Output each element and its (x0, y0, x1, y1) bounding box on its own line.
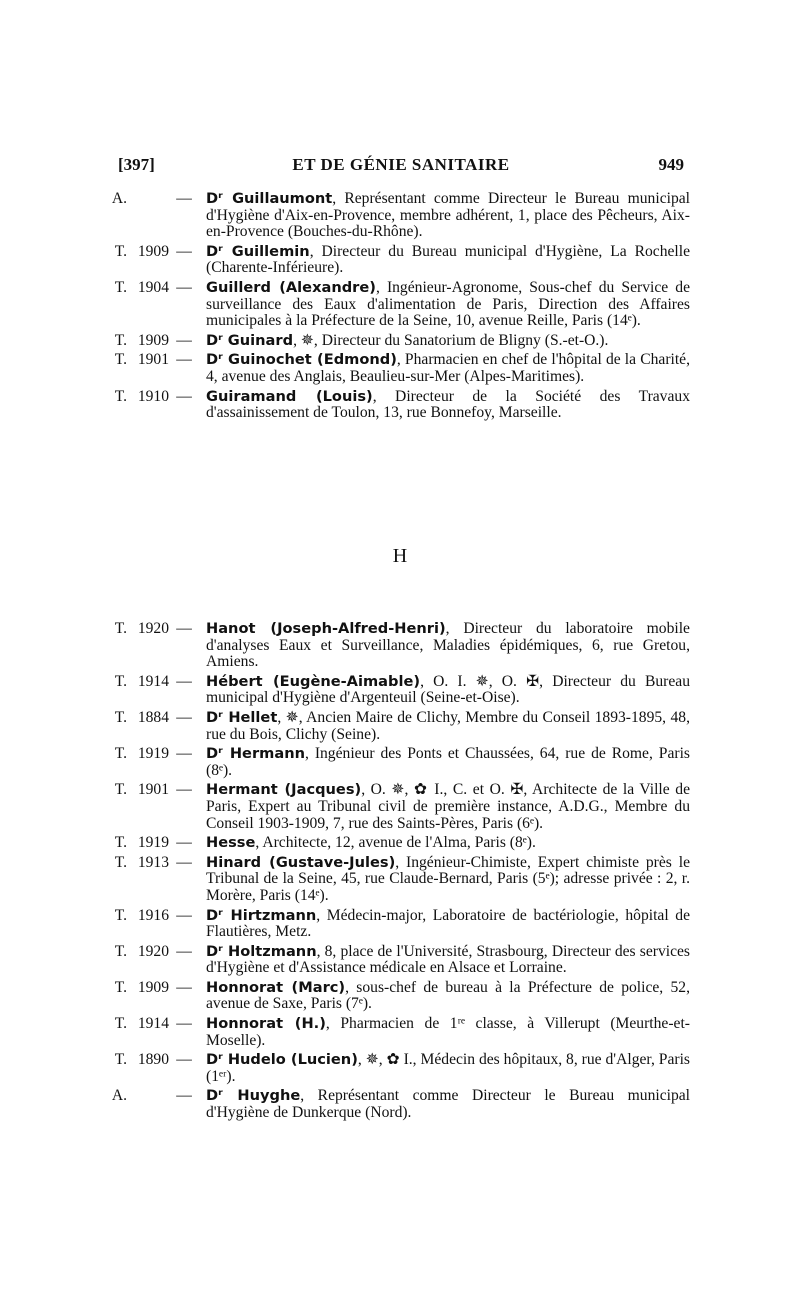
entry-tag (110, 980, 202, 997)
entry-tag (110, 1016, 202, 1033)
member-type: T. (114, 351, 127, 369)
member-details: , Ingénieur-Chimiste, Expert chimiste près le Tribunal de la Seine, 45, rue Claude-Bernard, Paris (5ᵉ); adresse privée : 2, r. Morère, Paris (14ᵉ). (206, 853, 690, 904)
member-name: Hinard (Gustave-Jules) (206, 853, 396, 871)
member-details: , 8, place de l'Université, Strasbourg, Directeur des services d'Hygiène et d'Assistance médicale en Alsace et Lorraine. (206, 942, 690, 977)
directory-entry (110, 944, 690, 977)
member-name: Honnorat (Marc) (206, 978, 346, 996)
directory-entry (110, 389, 690, 422)
directory-entry (110, 980, 690, 1013)
member-type: T. (114, 781, 127, 799)
member-type: T. (114, 978, 127, 996)
entry-tag (110, 944, 202, 961)
running-header (118, 155, 684, 177)
membership-year: 1914 (137, 1015, 169, 1033)
separator-dash: — (176, 942, 192, 960)
directory-entry (110, 855, 690, 905)
entry-spacer (110, 1122, 690, 1125)
page-reference: [397] (118, 155, 155, 174)
member-details: , Médecin-major, Laboratoire de bactériologie, hôpital de Flautières, Metz. (206, 906, 690, 941)
membership-year: 1909 (137, 331, 169, 349)
entry-tag (110, 280, 202, 297)
member-name: Dʳ Hermann (206, 745, 305, 763)
member-details: , O. ✵, ✿ I., C. et O. ✠, Architecte de la Ville de Paris, Expert au Tribunal civil de première instance, A.D.G., Membre du Conseil 1903-1909, 7, rue des Saints-Pères, Paris (6ᵉ). (206, 781, 690, 832)
entry-spacer (110, 422, 690, 425)
entry-tag (110, 782, 202, 799)
page-number: 949 (658, 155, 684, 174)
separator-dash: — (176, 387, 192, 405)
entry-tag (110, 352, 202, 369)
member-details: , ✵, Directeur du Sanatorium de Bligny (S.-et-O.). (293, 331, 609, 349)
separator-dash: — (176, 1087, 192, 1105)
entry-tag (110, 1088, 202, 1105)
separator-dash: — (176, 351, 192, 369)
section-letter: H (392, 545, 408, 567)
separator-dash: — (176, 672, 192, 690)
entry-tag (110, 389, 202, 406)
membership-year: 1904 (137, 278, 169, 296)
member-name: Hermant (Jacques) (206, 781, 362, 799)
member-name: Hesse (206, 834, 256, 852)
membership-year: 1910 (137, 387, 169, 405)
member-details: , Représentant comme Directeur le Bureau municipal d'Hygiène de Dunkerque (Nord). (206, 1087, 691, 1122)
running-title: ET DE GÉNIE SANITAIRE (292, 155, 510, 174)
entry-tag (110, 835, 202, 852)
member-name: Dʳ Guillaumont (206, 190, 333, 207)
directory-entry (110, 908, 690, 941)
member-details: , Pharmacien en chef de l'hôpital de la Charité, 4, avenue des Anglais, Beaulieu-sur-Mer (Alpes-Maritimes). (206, 351, 690, 385)
member-type: T. (114, 387, 127, 405)
directory-entry (110, 674, 690, 707)
membership-year: 1901 (137, 351, 169, 369)
member-name: Guillerd (Alexandre) (206, 278, 376, 296)
directory-entry (110, 333, 690, 350)
membership-year: 1916 (137, 906, 169, 924)
membership-year: 1890 (137, 1051, 169, 1069)
directory-entry (110, 782, 690, 832)
member-type: T. (114, 708, 127, 726)
directory-entry (110, 244, 690, 277)
member-type: T. (114, 242, 127, 260)
entry-tag (110, 1052, 202, 1069)
separator-dash: — (176, 978, 192, 996)
separator-dash: — (176, 331, 192, 349)
separator-dash: — (176, 242, 192, 260)
directory-entry (110, 1016, 690, 1049)
separator-dash: — (176, 1051, 192, 1069)
separator-dash: — (176, 853, 192, 871)
membership-year: 1914 (137, 672, 169, 690)
membership-year: 1913 (137, 853, 169, 871)
directory-entry (110, 621, 690, 671)
member-type: A. (111, 190, 127, 207)
directory-entry (110, 746, 690, 779)
member-type: T. (114, 745, 127, 763)
member-details: , Directeur du laboratoire mobile d'analyses Eaux et Surveillance, Maladies épidémiques, 6, rue Gretou, Amiens. (206, 620, 690, 671)
separator-dash: — (176, 1015, 192, 1033)
entry-tag (110, 621, 202, 638)
entry-tag (110, 674, 202, 691)
member-type: T. (114, 1015, 127, 1033)
member-name: Dʳ Guillemin (206, 242, 310, 260)
separator-dash: — (176, 708, 192, 726)
member-name: Dʳ Holtzmann (206, 942, 317, 960)
member-details: , Représentant comme Directeur le Bureau municipal d'Hygiène d'Aix-en-Provence, membre adhérent, 1, place des Pêcheurs, Aix-en-Provence (Bouches-du-Rhône). (206, 190, 690, 241)
member-type: T. (114, 331, 127, 349)
membership-year: 1919 (137, 745, 169, 763)
separator-dash: — (176, 620, 192, 637)
separator-dash: — (176, 906, 192, 924)
member-name: Dʳ Hellet (206, 708, 278, 726)
member-name: Hébert (Eugène-Aimable) (206, 672, 421, 690)
member-details: , Directeur du Bureau municipal d'Hygiène, La Rochelle (Charente-Inférieure). (206, 242, 691, 277)
member-name: Hanot (Joseph-Alfred-Henri) (206, 620, 446, 637)
member-type: T. (114, 834, 127, 852)
member-type: A. (111, 1087, 127, 1105)
separator-dash: — (176, 190, 192, 207)
membership-year: 1909 (137, 242, 169, 260)
entry-tag (110, 191, 202, 208)
entry-tag (110, 746, 202, 763)
membership-year: 1920 (137, 942, 169, 960)
member-type: T. (114, 1051, 127, 1069)
directory-entry (110, 1088, 690, 1121)
entry-tag (110, 855, 202, 872)
member-details: , Architecte, 12, avenue de l'Alma, Paris (8ᵉ). (255, 834, 536, 852)
member-name: Dʳ Hirtzmann (206, 906, 317, 924)
member-details: , O. I. ✵, O. ✠, Directeur du Bureau municipal d'Hygiène d'Argenteuil (Seine-et-Oise). (206, 672, 691, 707)
separator-dash: — (176, 278, 192, 296)
separator-dash: — (176, 781, 192, 799)
membership-year: 1884 (137, 708, 169, 726)
membership-year: 1909 (137, 978, 169, 996)
member-type: T. (114, 906, 127, 924)
separator-dash: — (176, 834, 192, 852)
member-details: , sous-chef de bureau à la Préfecture de police, 52, avenue de Saxe, Paris (7ᵉ). (206, 978, 690, 1013)
member-details: , ✵, Ancien Maire de Clichy, Membre du Conseil 1893-1895, 48, rue du Bois, Clichy (Seine). (206, 708, 690, 743)
member-details: , Pharmacien de 1ʳᵉ classe, à Villerupt (Meurthe-et-Moselle). (206, 1015, 690, 1049)
directory-entry (110, 191, 690, 241)
directory-entry (110, 835, 690, 852)
member-details: , ✵, ✿ I., Médecin des hôpitaux, 8, rue d'Alger, Paris (1ᵉʳ). (206, 1051, 690, 1085)
member-name: Honnorat (H.) (206, 1015, 326, 1033)
separator-dash: — (176, 745, 192, 763)
member-type: T. (114, 620, 127, 637)
member-name: Dʳ Huyghe (206, 1087, 301, 1105)
directory-entry (110, 710, 690, 743)
entry-tag (110, 908, 202, 925)
entry-tag (110, 333, 202, 350)
entry-tag (110, 710, 202, 727)
entry-tag (110, 244, 202, 261)
entry-list-g (110, 191, 690, 425)
directory-entry (110, 280, 690, 330)
member-name: Dʳ Hudelo (Lucien) (206, 1051, 358, 1069)
membership-year: 1919 (137, 834, 169, 852)
membership-year: 1901 (137, 781, 169, 799)
member-name: Dʳ Guinard (206, 331, 294, 349)
member-type: T. (114, 278, 127, 296)
directory-entry (110, 352, 690, 385)
member-name: Guiramand (Louis) (206, 387, 373, 405)
member-details: , Ingénieur des Ponts et Chaussées, 64, rue de Rome, Paris (8ᵉ). (206, 745, 690, 779)
member-type: T. (114, 853, 127, 871)
member-details: , Ingénieur-Agronome, Sous-chef du Service de surveillance des Eaux d'alimentation de Paris, Direction des Affaires municipales à la Préfecture de la Seine, 10, avenue Reille, Paris (14ᵉ). (206, 278, 690, 330)
directory-entry (110, 1052, 690, 1085)
member-details: , Directeur de la Société des Travaux d'assainissement de Toulon, 13, rue Bonnefoy, Marseille. (206, 387, 690, 422)
member-type: T. (114, 672, 127, 690)
member-name: Dʳ Guinochet (Edmond) (206, 351, 397, 369)
member-type: T. (114, 942, 127, 960)
membership-year: 1920 (137, 620, 169, 637)
entry-list-h (110, 621, 690, 1125)
